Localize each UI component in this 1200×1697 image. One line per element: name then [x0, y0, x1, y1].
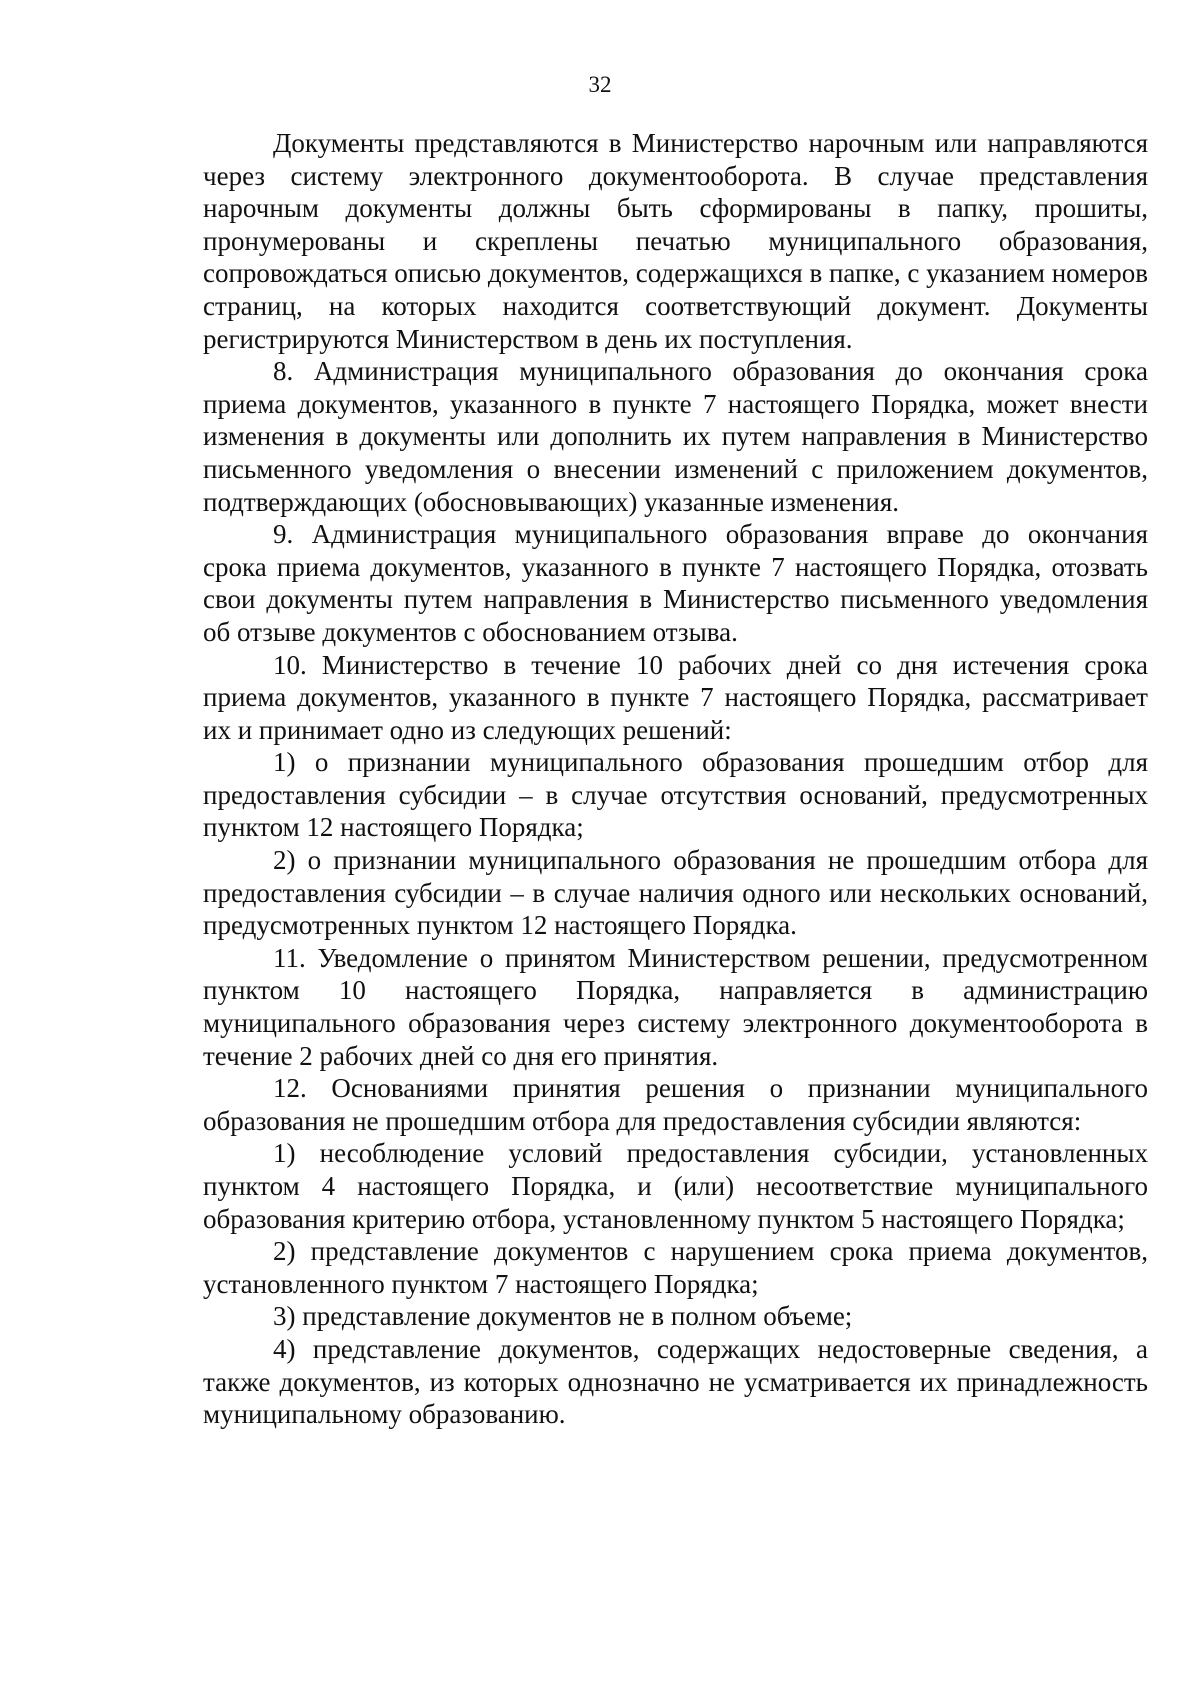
paragraph-clause-11: 11. Уведомление о принятом Министерством решении, предусмотренном пунктом 10 настоящего Порядка, направляется в администрацию муниципального образования через систему электронного документооборота в течение 2 рабочих дней со дня его принятия.	[203, 942, 1148, 1071]
paragraph-clause-12-item-4: 4) представление документов, содержащих недостоверные сведения, а также документов, из которых однозначно не усматривается их принадлежность муниципальному образованию.	[203, 1333, 1148, 1430]
document-body	[203, 127, 1148, 1431]
paragraph-clause-10-item-1: 1) о признании муниципального образования прошедшим отбор для предоставления субсидии – в случае отсутствия оснований, предусмотренных пунктом 12 настоящего Порядка;	[203, 747, 1148, 843]
paragraph-clause-8: 8. Администрация муниципального образования до окончания срока приема документов, указанного в пункте 7 настоящего Порядка, может внести изменения в документы или дополнить их путем направления в Министерство письменного уведомления о внесении изменений с приложением документов, подтверждающих (обосновывающих) указанные изменения.	[203, 356, 1148, 517]
paragraph-clause-9: 9. Администрация муниципального образования вправе до окончания срока приема документов, указанного в пункте 7 настоящего Порядка, отозвать свои документы путем направления в Министерство письменного уведомления об отзыве документов с обоснованием отзыва.	[203, 519, 1148, 647]
paragraph-clause-12-item-2: 2) представление документов с нарушением срока приема документов, установленного пунктом 7 настоящего Порядка;	[203, 1236, 1148, 1299]
paragraph-clause-10: 10. Министерство в течение 10 рабочих дней со дня истечения срока приема документов, указанного в пункте 7 настоящего Порядка, рассматривает их и принимает одно из следующих решений:	[203, 649, 1148, 745]
page-number: 32	[588, 72, 612, 97]
paragraph-clause-12-item-3: 3) представление документов не в полном объеме;	[273, 1301, 853, 1332]
paragraph-clause-12: 12. Основаниями принятия решения о признании муниципального образования не прошедшим отбора для предоставления субсидии являются:	[203, 1073, 1148, 1136]
paragraph-clause-12-item-1: 1) несоблюдение условий предоставления субсидии, установленных пунктом 4 настоящего Порядка, и (или) несоответствие муниципального образования критерию отбора, установленному пунктом 5 настоящего Порядка;	[203, 1138, 1148, 1234]
paragraph-documents-submission: Документы представляются в Министерство нарочным или направляются через систему электронного документооборота. В случае представления нарочным документы должны быть сформированы в папку, прошиты, пронумерованы и скреплены печатью муниципального образования, сопровождаться описью документов, содержащихся в папке, с указанием номеров страниц, на которых находится соответствующий документ. Документы регистрируются Министерством в день их поступления.	[203, 128, 1148, 354]
paragraph-clause-10-item-2: 2) о признании муниципального образования не прошедшим отбора для предоставления субсидии – в случае наличия одного или нескольких оснований, предусмотренных пунктом 12 настоящего Порядка.	[203, 845, 1148, 941]
